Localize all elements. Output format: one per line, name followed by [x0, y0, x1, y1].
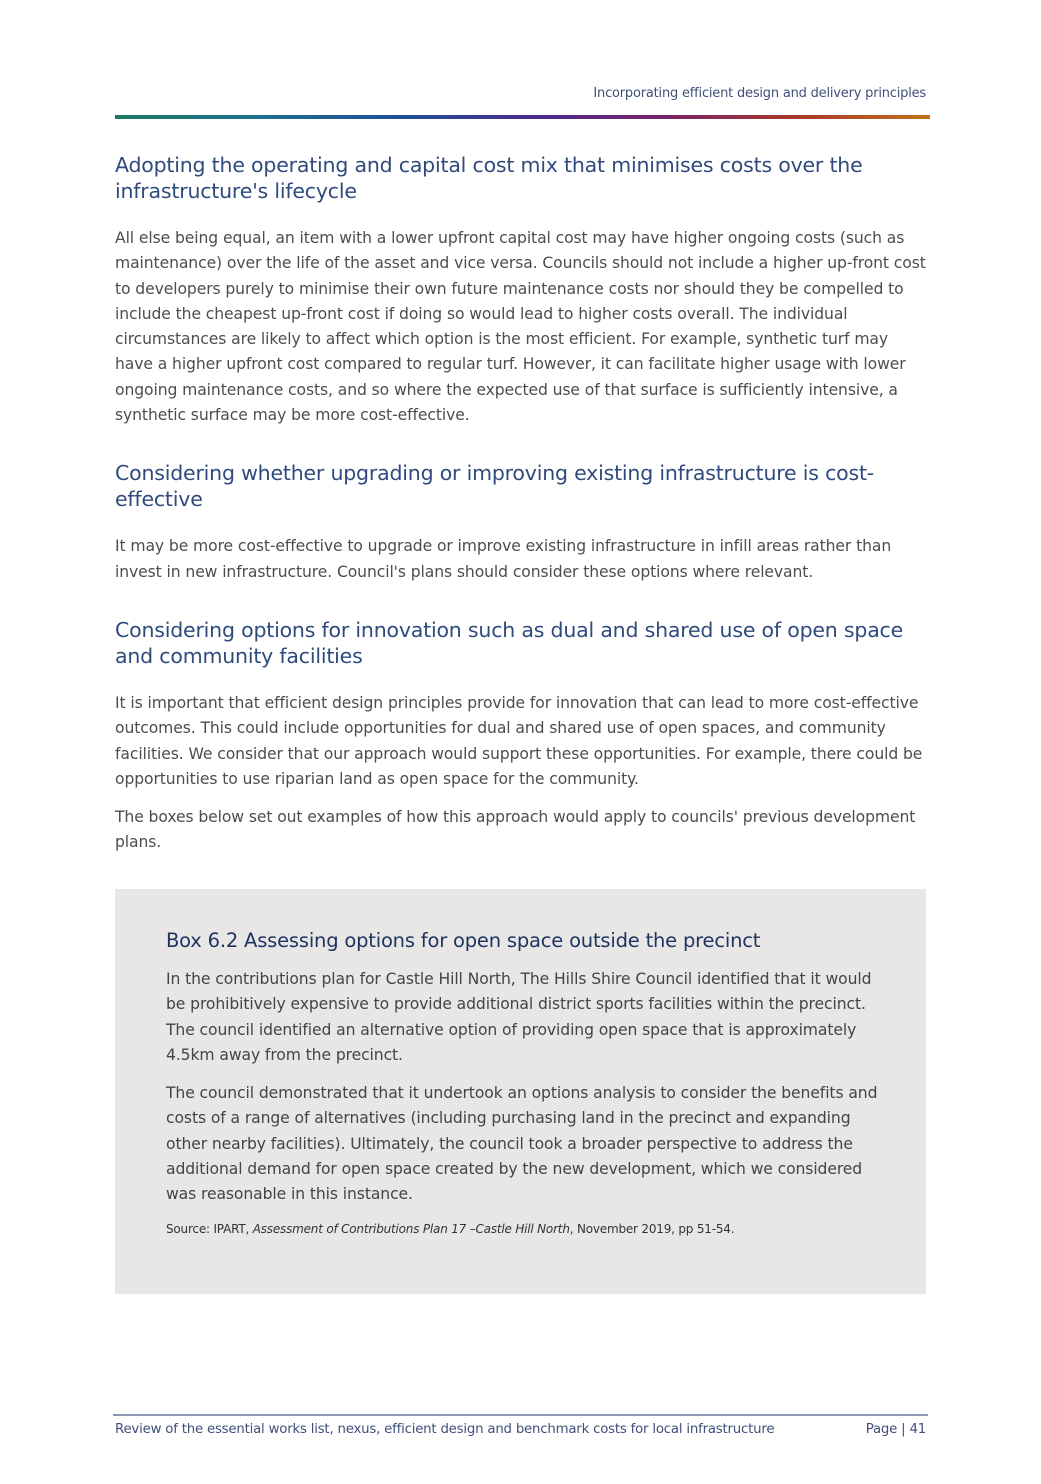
page-number: Page | 41 — [865, 1422, 926, 1437]
section-heading: Considering options for innovation such as dual and shared use of open space and community facilities — [115, 617, 904, 668]
source-suffix: , November 2019, pp 51-54. — [569, 1221, 735, 1236]
footer-document-title: Review of the essential works list, nexus, efficient design and benchmark costs for local infrastructure — [115, 1422, 775, 1437]
box-title: Box 6.2 Assessing options for open space outside the precinct — [166, 929, 761, 952]
body-paragraph: It may be more cost-effective to upgrade or improve existing infrastructure in infill areas rather than invest in new infrastructure. Council's plans should consider these options where relevant. — [115, 537, 892, 581]
section-lifecycle-cost — [115, 152, 930, 428]
box-paragraph: The council demonstrated that it undertook an options analysis to consider the benefits and costs of a range of alternatives (including purchasing land in the precinct and expanding other nearby facilities). Ultimately, the council took a broader perspective to address the additional demand for open space created by the new development, which we considered was reasonable in this instance. — [166, 1084, 878, 1204]
section-upgrading-existing — [115, 460, 930, 585]
main-content — [115, 152, 930, 869]
box-source-note — [166, 1221, 881, 1237]
section-heading: Adopting the operating and capital cost mix that minimises costs over the infrastructure's lifecycle — [115, 153, 863, 203]
source-prefix: Source: IPART, — [166, 1221, 253, 1236]
section-heading: Considering whether upgrading or improving existing infrastructure is cost-effective — [115, 461, 875, 512]
box-paragraph: In the contributions plan for Castle Hill North, The Hills Shire Council identified that it would be prohibitively expensive to provide additional district sports facilities within the precinct. The council identified an alternative option of providing open space that is approximately 4.5km away from the precinct. — [166, 970, 872, 1064]
footer-rule — [113, 1414, 928, 1416]
case-study-box — [115, 889, 926, 1294]
body-paragraph: It is important that efficient design principles provide for innovation that can lead to more cost-effective outcomes. This could include opportunities for dual and shared use of open spaces, and community facilities. We consider that our approach would support these opportunities. For example, there could be opportunities to use riparian land as open space for the community. — [115, 693, 923, 788]
section-innovation-shared-use — [115, 617, 930, 856]
source-title: Assessment of Contributions Plan 17 –Castle Hill North — [252, 1221, 570, 1236]
header-rule — [115, 115, 930, 119]
running-header: Incorporating efficient design and delivery principles — [593, 86, 926, 101]
body-paragraph: All else being equal, an item with a lower upfront capital cost may have higher ongoing costs (such as maintenance) over the life of the asset and vice versa. Councils should not include a higher up-front cost to developers purely to minimise their own future maintenance costs nor should they be compelled to include the cheapest up-front cost if doing so would lead to higher costs overall. The individual circumstances are likely to affect which option is the most efficient. For example, synthetic turf may have a higher upfront cost compared to regular turf. However, it can facilitate higher usage with lower ongoing maintenance costs, and so where the expected use of that surface is sufficiently intensive, a synthetic surface may be more cost-effective. — [115, 229, 926, 425]
body-paragraph: The boxes below set out examples of how this approach would apply to councils' previous development plans. — [115, 808, 916, 852]
